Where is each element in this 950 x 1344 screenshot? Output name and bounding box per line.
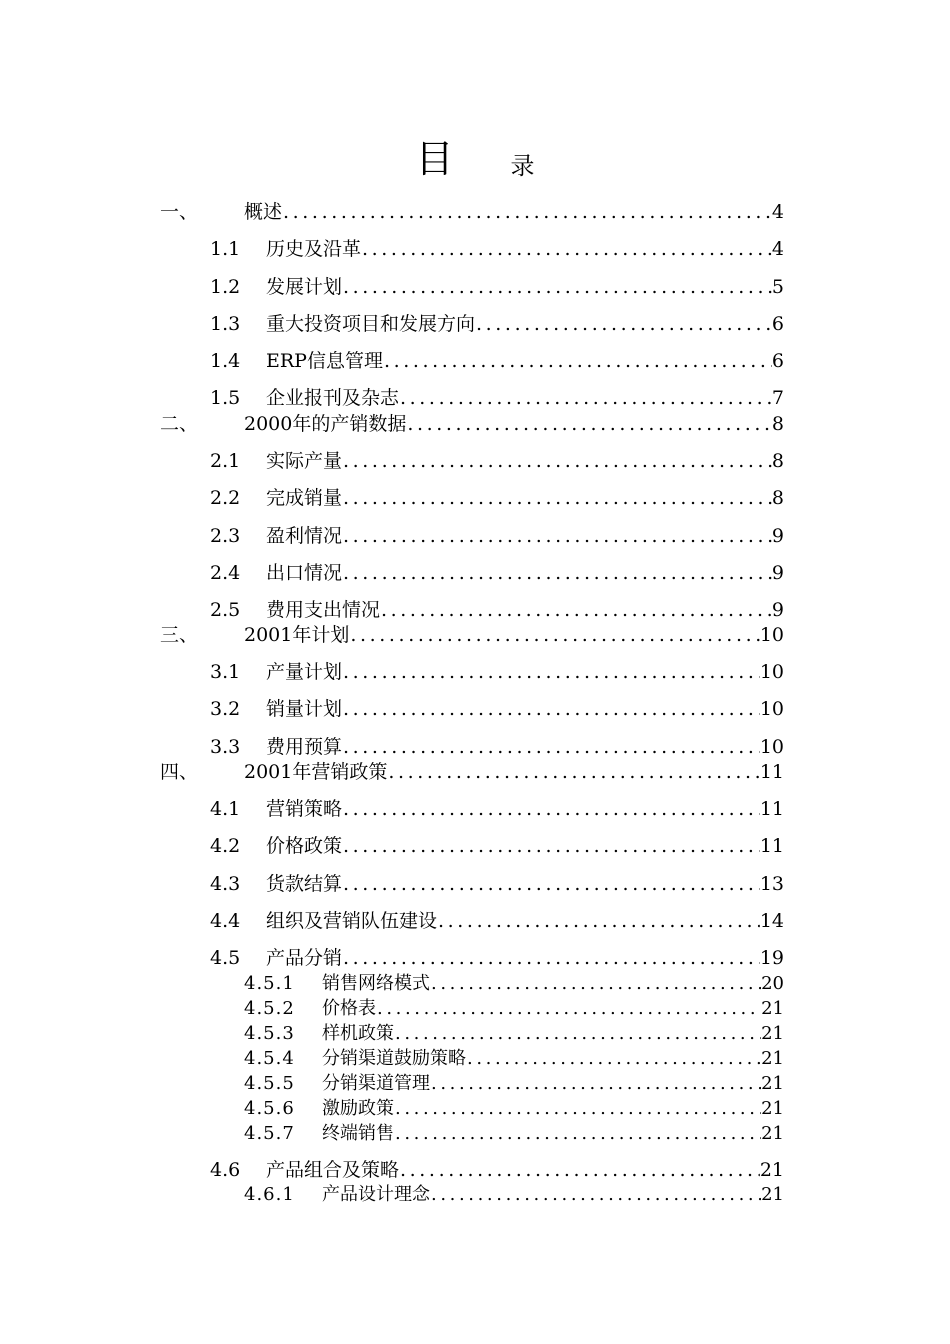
toc-entry[interactable] (160, 412, 784, 436)
toc-label: 终端销售 (322, 1123, 394, 1144)
toc-page: 4 (771, 201, 784, 223)
toc-leader (343, 275, 772, 299)
toc-page: 10 (759, 736, 784, 758)
toc-leader (343, 449, 772, 473)
toc-label: 销售网络模式 (322, 973, 430, 994)
toc-page: 21 (761, 1098, 784, 1119)
toc-label: 完成销量 (266, 487, 343, 509)
toc-entry[interactable] (210, 349, 784, 373)
toc-number: 二、 (160, 413, 199, 435)
toc-number: 4.3 (210, 873, 241, 895)
toc-number: 4.5.3 (244, 1023, 295, 1044)
toc-page: 21 (761, 1123, 784, 1144)
toc-number: 2.4 (210, 562, 241, 584)
toc-label: 概述 (244, 201, 283, 223)
toc-label: 出口情况 (266, 562, 343, 584)
toc-label: 组织及营销队伍建设 (266, 910, 438, 932)
toc-entry[interactable] (210, 275, 784, 299)
toc-entry[interactable] (244, 1023, 784, 1045)
toc-page: 10 (759, 661, 784, 683)
toc-entry[interactable] (210, 312, 784, 336)
toc-page: 21 (761, 1048, 784, 1069)
toc-label: 分销渠道鼓励策略 (322, 1048, 466, 1069)
toc-number: 2.1 (210, 450, 241, 472)
toc-leader (343, 561, 772, 585)
toc-label: 激励政策 (322, 1098, 394, 1119)
toc-number: 3.2 (210, 698, 241, 720)
toc-label: 价格政策 (266, 835, 343, 857)
toc-leader (400, 1158, 760, 1182)
toc-leader (407, 412, 772, 436)
toc-number: 4.6.1 (244, 1184, 295, 1205)
toc-number: 4.6 (210, 1159, 241, 1181)
toc-entry[interactable] (210, 598, 784, 622)
toc-number: 3.3 (210, 736, 241, 758)
toc-entry[interactable] (210, 386, 784, 410)
toc-page: 21 (761, 1023, 784, 1044)
toc-number: 3.1 (210, 661, 241, 683)
toc-leader (395, 1123, 761, 1145)
toc-leader (438, 909, 760, 933)
toc-page: 21 (761, 1073, 784, 1094)
toc-number: 2.2 (210, 487, 241, 509)
toc-page: 11 (759, 798, 784, 820)
toc-entry[interactable] (210, 872, 784, 896)
toc-page: 10 (759, 698, 784, 720)
toc-entry[interactable] (244, 1184, 784, 1206)
toc-page: 7 (771, 387, 784, 409)
toc-label: 营销策略 (266, 798, 343, 820)
toc-label: 实际产量 (266, 450, 343, 472)
toc-page: 9 (771, 562, 784, 584)
toc-leader (343, 486, 772, 510)
toc-number: 2.5 (210, 599, 241, 621)
toc-page: 9 (771, 525, 784, 547)
toc-leader (362, 237, 772, 261)
toc-number: 1.5 (210, 387, 241, 409)
toc-entry[interactable] (210, 561, 784, 585)
toc-number: 4.5.7 (244, 1123, 295, 1144)
toc-entry[interactable] (244, 1048, 784, 1070)
toc-number: 4.5.1 (244, 973, 295, 994)
toc-page: 14 (759, 910, 784, 932)
toc-number: 1.3 (210, 313, 241, 335)
toc-page: 11 (759, 835, 784, 857)
toc-leader (431, 973, 761, 995)
toc-leader (384, 349, 772, 373)
toc-entry[interactable] (210, 660, 784, 684)
toc-page: 19 (759, 947, 784, 969)
toc-entry[interactable] (210, 797, 784, 821)
toc-page: 21 (759, 1159, 784, 1181)
toc-label: 分销渠道管理 (322, 1073, 430, 1094)
toc-entry[interactable] (244, 1123, 784, 1145)
toc-page: 8 (771, 450, 784, 472)
toc-label: 发展计划 (266, 276, 343, 298)
toc-leader (343, 834, 760, 858)
toc-page: 6 (771, 350, 784, 372)
toc-entry[interactable] (244, 1073, 784, 1095)
toc-leader (381, 598, 772, 622)
toc-leader (343, 697, 760, 721)
toc-entry[interactable] (244, 1098, 784, 1120)
toc-leader (350, 623, 759, 647)
title-main: 目 (415, 137, 454, 181)
toc-page: 20 (761, 973, 784, 994)
toc-label: 企业报刊及杂志 (266, 387, 400, 409)
toc-number: 4.5.4 (244, 1048, 295, 1069)
toc-leader (395, 1098, 761, 1120)
toc-page: 13 (759, 873, 784, 895)
toc-entry[interactable] (210, 909, 784, 933)
toc-entry[interactable] (210, 834, 784, 858)
toc-leader (388, 760, 759, 784)
toc-entry[interactable] (210, 697, 784, 721)
toc-number: 4.1 (210, 798, 241, 820)
toc-entry[interactable] (210, 449, 784, 473)
toc-leader (467, 1048, 761, 1070)
toc-label: 货款结算 (266, 873, 343, 895)
toc-number: 1.2 (210, 276, 241, 298)
toc-entry[interactable] (210, 524, 784, 548)
toc-page: 6 (771, 313, 784, 335)
toc-leader (343, 797, 760, 821)
toc-page: 8 (771, 487, 784, 509)
toc-number: 三、 (160, 624, 199, 646)
toc-label: 重大投资项目和发展方向 (266, 313, 476, 335)
toc-leader (377, 998, 761, 1020)
toc-number: 4.5.2 (244, 998, 295, 1019)
toc-entry[interactable] (210, 946, 784, 970)
toc-leader (431, 1073, 761, 1095)
toc-page: 21 (761, 1184, 784, 1205)
toc-entry[interactable] (160, 623, 784, 647)
toc-page: 21 (761, 998, 784, 1019)
toc-label: 产量计划 (266, 661, 343, 683)
toc-entry[interactable] (210, 237, 784, 261)
toc-entry[interactable] (244, 973, 784, 995)
toc-label: 2001年营销政策 (244, 761, 388, 783)
toc-entry[interactable] (160, 200, 784, 224)
toc-leader (400, 386, 772, 410)
toc-label: 2000年的产销数据 (244, 413, 407, 435)
toc-number: 4.4 (210, 910, 241, 932)
toc-label: 费用预算 (266, 736, 343, 758)
toc-leader (343, 946, 760, 970)
toc-leader (431, 1184, 761, 1206)
toc-page: 5 (771, 276, 784, 298)
toc-number: 4.5 (210, 947, 241, 969)
toc-leader (343, 872, 760, 896)
toc-number: 4.2 (210, 835, 241, 857)
toc-leader (476, 312, 772, 336)
toc-leader (343, 735, 760, 759)
toc-label: ERP信息管理 (266, 350, 383, 372)
toc-number: 4.5.5 (244, 1073, 295, 1094)
toc-entry[interactable] (210, 1158, 784, 1182)
title-secondary: 录 (510, 152, 535, 180)
toc-page: 8 (771, 413, 784, 435)
toc-number: 四、 (160, 761, 199, 783)
toc-entry[interactable] (160, 760, 784, 784)
toc-number: 1.1 (210, 238, 241, 260)
toc-label: 产品分销 (266, 947, 343, 969)
toc-label: 费用支出情况 (266, 599, 381, 621)
toc-leader (283, 200, 772, 224)
toc-label: 历史及沿革 (266, 238, 362, 260)
toc-entry[interactable] (244, 998, 784, 1020)
toc-label: 样机政策 (322, 1023, 394, 1044)
toc-leader (343, 660, 760, 684)
toc-number: 2.3 (210, 525, 241, 547)
toc-page: 9 (771, 599, 784, 621)
toc-page: 4 (771, 238, 784, 260)
toc-label: 2001年计划 (244, 624, 350, 646)
toc-number: 4.5.6 (244, 1098, 295, 1119)
toc-label: 产品组合及策略 (266, 1159, 400, 1181)
toc-entry[interactable] (210, 486, 784, 510)
toc-page: 11 (759, 761, 784, 783)
toc-label: 销量计划 (266, 698, 343, 720)
toc-page: 10 (759, 624, 784, 646)
toc-label: 盈利情况 (266, 525, 343, 547)
toc-label: 价格表 (322, 998, 376, 1019)
toc-leader (395, 1023, 761, 1045)
toc-label: 产品设计理念 (322, 1184, 430, 1205)
toc-number: 一、 (160, 201, 199, 223)
toc-number: 1.4 (210, 350, 241, 372)
toc-leader (343, 524, 772, 548)
toc-entry[interactable] (210, 735, 784, 759)
